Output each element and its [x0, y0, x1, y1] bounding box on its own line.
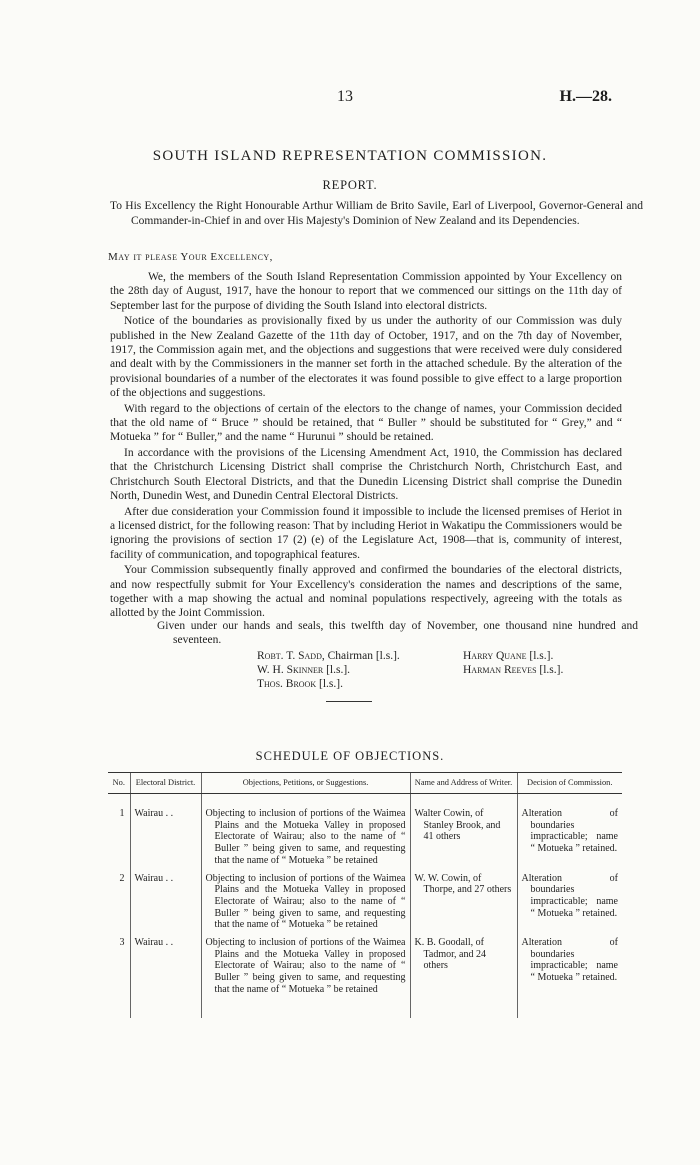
body-paragraph: We, the members of the South Island Representation Commission appointed by Your Excellency on the 28th day of August, 1917, have the honour to report that we commenced our sittings on the 11th day of September last for the purpose of dividing the South Island into electoral districts. — [110, 271, 622, 312]
column-header-number: No. — [108, 773, 130, 794]
body-paragraph: After due consideration your Commission found it impossible to include the licensed premises of Heriot in a licensed district, for the following reason: That by including Heriot in Wakatipu the Commissioners would be ignoring the provisions of section 17 (2) (e) of the Legislature Act, 1908—that is, community of interest, facility of communication, and topographical features. — [110, 505, 622, 561]
report-heading: REPORT. — [322, 178, 378, 192]
row-decision: Alteration of boundaries impracticable; name “ Motueka ” retained. — [521, 872, 618, 919]
signature-seal: [l.s.]. — [316, 678, 343, 690]
signature-name: Harry Quane — [463, 650, 527, 662]
column-header-objections: Objections, Petitions, or Suggestions. — [201, 773, 410, 794]
row-number: 1 — [119, 808, 125, 819]
section-divider — [326, 701, 372, 702]
salutation: May it please Your Excellency, — [108, 251, 273, 263]
table-header-row — [108, 773, 622, 794]
column-header-district: Electoral District. — [130, 773, 201, 794]
schedule-title: SCHEDULE OF OBJECTIONS. — [255, 749, 445, 763]
signature-name: Harman Reeves — [463, 664, 537, 676]
body-paragraph: Notice of the boundaries as provisionally fixed by us under the authority of our Commission was duly published in the New Zealand Gazette of the 11th day of October, 1917, and on the 7th day of November, 1917, the Commission again met, and the objections and suggestions that were received were duly considered and dealt with by the Commissioners in the manner set forth in the attached schedule. By the alteration of the provisional boundaries of a number of the electorates it was found possible to give effect to a large proportion of the objections and suggestions. — [110, 315, 622, 400]
signature-seal: [l.s.]. — [323, 664, 351, 676]
row-district: Wairau . . — [130, 794, 201, 872]
document-reference: H.—28. — [559, 88, 612, 105]
signature-seal: [l.s.]. — [536, 664, 564, 676]
signature-name: W. H. Skinner — [257, 664, 324, 676]
body-paragraph: Your Commission subsequently finally approved and confirmed the boundaries of the electoral districts, and now respectfully submit for Your Excellency's consideration the names and descriptions of the same, together with a map showing the actual and nominal populations respectively, agreeing with the totals as allotted by the Joint Commission. — [110, 564, 622, 620]
row-writer: W. W. Cowin, of Thorpe, and 27 others — [414, 872, 512, 896]
signature-chairman — [257, 650, 400, 662]
closing-paragraph: Given under our hands and seals, this twelfth day of November, one thousand nine hundred and seventeen. — [157, 620, 638, 647]
row-number: 3 — [119, 937, 125, 949]
column-header-writer: Name and Address of Writer. — [410, 773, 517, 794]
signature-reeves — [463, 664, 563, 676]
row-number: 2 — [119, 872, 125, 884]
row-objection: Objecting to inclusion of portions of the Waimea Plains and the Motueka Valley in proposed Electorate of Wairau; also to the name of “ Buller ” being given to same, and requesting that the name of “ Motueka ” be retained — [205, 937, 406, 995]
body-paragraph: With regard to the objections of certain of the electors to the change of names, your Commission decided that the old name of “ Bruce ” should be retained, that “ Buller ” should be substituted for “ Grey,” and “ Motueka ” for “ Buller,” and the name “ Hurunui ” should be retained. — [110, 402, 622, 444]
page-number: 13 — [337, 88, 353, 105]
table-row — [108, 794, 622, 872]
row-decision: Alteration of boundaries impracticable; name “ Motueka ” retained. — [521, 937, 618, 984]
row-objection: Objecting to inclusion of portions of the Waimea Plains and the Motueka Valley in proposed Electorate of Wairau; also to the name of “ Buller ” being given to same, and requesting that the name of “ Motueka ” be retained — [205, 872, 406, 931]
row-district: Wairau . . — [130, 872, 201, 937]
row-objection: Objecting to inclusion of portions of the Waimea Plains and the Motueka Valley in proposed Electorate of Wairau; also to the name of “ Buller ” being given to same, and requesting that the name of “ Motueka ” be retained — [205, 808, 406, 866]
address-paragraph: To His Excellency the Right Honourable Arthur William de Brito Savile, Earl of Liverpool, Governor-General and Commander-in-Chief in and over His Majesty's Dominion of New Zealand and its Dependencies. — [110, 200, 643, 227]
body-paragraph: In accordance with the provisions of the Licensing Amendment Act, 1910, the Commission has declared that the Christchurch Licensing District shall comprise the Christchurch North, Christchurch East, and Christchurch South Electoral Districts, and that the Dunedin Licensing District shall comprise the Dunedin North, Dunedin West, and Dunedin Central Electoral Districts. — [110, 446, 622, 503]
row-writer: Walter Cowin, of Stanley Brook, and 41 others — [414, 808, 501, 843]
row-district: Wairau . . — [130, 936, 201, 1018]
signature-seal: , Chairman [l.s.]. — [321, 650, 400, 662]
column-header-decision: Decision of Commission. — [517, 773, 622, 794]
schedule-table — [108, 772, 622, 1018]
report-body — [110, 270, 622, 622]
row-writer: K. B. Goodall, of Tadmor, and 24 others — [414, 937, 486, 972]
table-row — [108, 936, 622, 1018]
signature-quane — [463, 650, 553, 662]
signature-name: Robt. T. Sadd — [257, 650, 322, 662]
signature-name: Thos. Brook — [257, 678, 317, 690]
table-row — [108, 872, 622, 937]
row-decision: Alteration of boundaries impracticable; name “ Motueka ” retained. — [521, 808, 618, 855]
signature-brook — [257, 678, 343, 690]
document-title: SOUTH ISLAND REPRESENTATION COMMISSION. — [152, 148, 548, 164]
signature-seal: [l.s.]. — [526, 650, 554, 662]
signature-skinner — [257, 664, 350, 676]
